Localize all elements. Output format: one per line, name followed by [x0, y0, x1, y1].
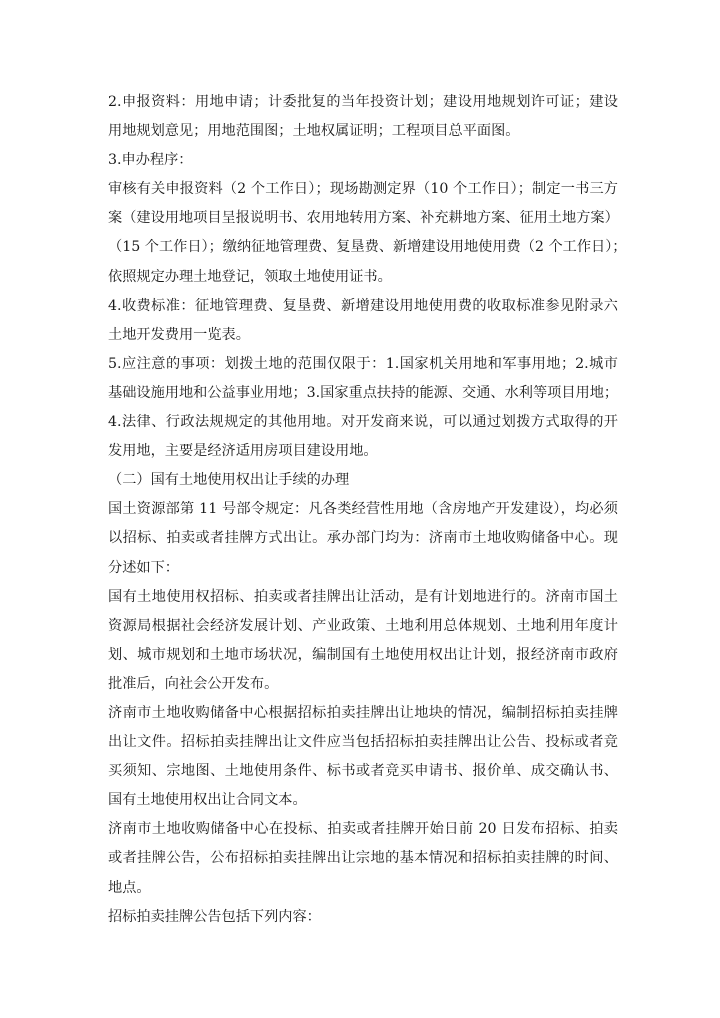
document-text-line: 发用地，主要是经济适用房项目建设用地。	[108, 443, 378, 460]
document-text-line: 批准后，向社会公开发布。	[108, 675, 279, 692]
document-body	[108, 88, 627, 932]
document-text-line: 5.应注意的事项：划拨土地的范围仅限于：1.国家机关用地和军事用地；2.城市	[108, 355, 618, 372]
document-text-line: 招标拍卖挂牌公告包括下列内容：	[108, 908, 321, 925]
document-text-line: 3.申办程序：	[108, 152, 193, 169]
document-text-line: 基础设施用地和公益事业用地；3.国家重点扶持的能源、交通、水利等项目用地；	[108, 384, 619, 401]
document-text-line: 资源局根据社会经济发展计划、产业政策、土地利用总体规划、土地利用年度计	[108, 617, 618, 634]
document-text-line: 国有土地使用权招标、拍卖或者挂牌出让活动，是有计划地进行的。济南市国土	[108, 588, 618, 605]
document-text-line: （15 个工作日）；缴纳征地管理费、复垦费、新增建设用地使用费（2 个工作日）；	[108, 239, 627, 256]
document-text-line: 国有土地使用权出让合同文本。	[108, 792, 307, 809]
document-text-line: 国土资源部第 11 号部令规定：凡各类经营性用地（含房地产开发建设），均必须	[108, 501, 618, 518]
document-text-line: 以招标、拍卖或者挂牌方式出让。承办部门均为：济南市土地收购储备中心。现	[108, 530, 618, 547]
document-text-line: 分述如下：	[108, 559, 179, 576]
document-text-line: 济南市土地收购储备中心根据招标拍卖挂牌出让地块的情况，编制招标拍卖挂牌	[108, 704, 618, 721]
document-text-line: 买须知、宗地图、土地使用条件、标书或者竞买申请书、报价单、成交确认书、	[108, 763, 618, 780]
document-text-line: 审核有关申报资料（2 个工作日）；现场勘测定界（10 个工作日）；制定一书三方	[108, 181, 618, 198]
document-text-line: 案（建设用地项目呈报说明书、农用地转用方案、补充耕地方案、征用土地方案）	[108, 210, 619, 227]
document-text-line: 2.申报资料：用地申请；计委批复的当年投资计划；建设用地规划许可证；建设	[108, 94, 618, 110]
document-text-line: （二）国有土地使用权出让手续的办理	[108, 472, 350, 489]
document-text-line: 土地开发费用一览表。	[108, 326, 250, 343]
document-text-line: 用地规划意见；用地范围图；土地权属证明；工程项目总平面图。	[108, 123, 520, 140]
document-text-line: 4.法律、行政法规规定的其他用地。对开发商来说，可以通过划拨方式取得的开	[108, 414, 618, 431]
document-text-line: 出让文件。招标拍卖挂牌出让文件应当包括招标拍卖挂牌出让公告、投标或者竞	[108, 734, 618, 751]
document-text-line: 依照规定办理土地登记，领取土地使用证书。	[108, 268, 392, 285]
document-text-line: 或者挂牌公告，公布招标拍卖挂牌出让宗地的基本情况和招标拍卖挂牌的时间、	[108, 850, 618, 867]
document-text-line: 划、城市规划和土地市场状况，编制国有土地使用权出让计划，报经济南市政府	[108, 646, 618, 663]
document-text-line: 济南市土地收购储备中心在投标、拍卖或者挂牌开始日前 20 日发布招标、拍卖	[108, 821, 618, 838]
document-text-line: 4.收费标准：征地管理费、复垦费、新增建设用地使用费的收取标准参见附录六	[108, 297, 618, 314]
document-text-line: 地点。	[108, 879, 151, 896]
